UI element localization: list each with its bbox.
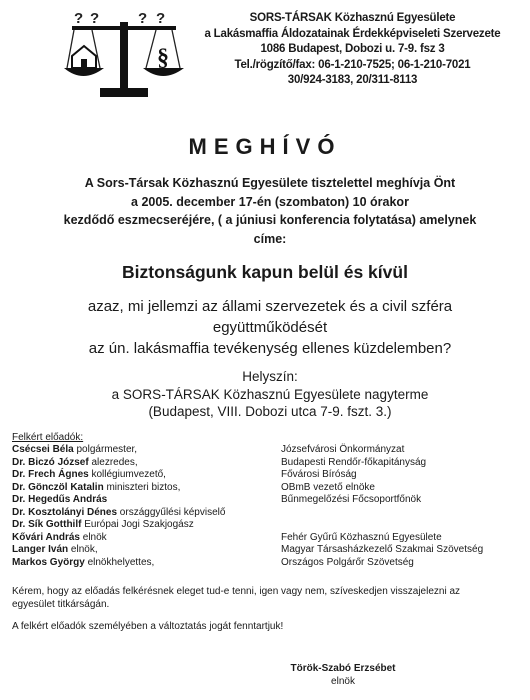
speaker-row xyxy=(12,519,522,532)
speaker-role: országgyűlési képviselő xyxy=(117,506,226,518)
venue-name: a SORS-TÁRSAK Közhasznú Egyesülete nagyterme xyxy=(111,386,429,402)
speaker-organization: Országos Polgárőr Szövetség xyxy=(281,556,414,568)
logo-mark-2: ? xyxy=(90,10,100,27)
speaker-row xyxy=(12,444,522,457)
speaker-name: Langer Iván xyxy=(12,544,69,555)
speaker-organization: Bűnmegelőzési Főcsoportfőnök xyxy=(281,494,422,505)
change-notice: A felkért előadók személyében a változtatás jogát fenntartjuk! xyxy=(12,621,284,632)
rsvp-line-2: egyesület titkárságán. xyxy=(12,598,110,610)
rsvp-line-1: Kérem, hogy az előadás felkérésnek eleget tud-e tenni, igen vagy nem, szíveskedjen visszajelezni az xyxy=(12,586,461,597)
speaker-role: elnök, xyxy=(68,544,98,555)
speaker-row xyxy=(12,494,522,507)
logo-mark-3: ? xyxy=(138,10,148,27)
speaker-name: Dr. Sík Gotthilf xyxy=(12,519,82,530)
org-name: SORS-TÁRSAK Közhasznú Egyesülete xyxy=(249,12,456,24)
intro-paragraph xyxy=(30,174,510,248)
speakers-list xyxy=(12,444,522,569)
speakers-heading: Felkért előadók: xyxy=(12,432,84,443)
speaker-role: polgármester, xyxy=(73,444,138,455)
speaker-role: Európai Jogi Szakjogász xyxy=(81,519,194,530)
rsvp-request xyxy=(12,586,522,611)
intro-line-1: A Sors-Társak Közhasznú Egyesülete tisztelettel meghívja Önt xyxy=(84,176,456,190)
venue-label: Helyszín: xyxy=(242,369,298,384)
speaker-organization xyxy=(281,507,522,520)
intro-line-3: kezdődő eszmecseréjére, ( a júniusi konferencia folytatása) amelynek xyxy=(63,213,477,227)
speaker-row xyxy=(12,469,522,482)
speaker-name: Dr. Frech Ágnes xyxy=(12,469,89,480)
venue-address: (Budapest, VIII. Dobozi utca 7-9. fszt. 3.) xyxy=(148,404,392,419)
speaker-row xyxy=(12,557,522,570)
speaker-role: miniszteri biztos, xyxy=(103,481,181,493)
event-subject: Biztonságunk kapun belül és kívül xyxy=(122,262,408,282)
speaker-role: elnökhelyettes, xyxy=(84,556,155,568)
speaker-organization: Magyar Társasházkezelő Szakmai Szövetség xyxy=(281,544,484,555)
speaker-name: Kővári András xyxy=(12,531,80,543)
intro-line-2: a 2005. december 17-én (szombaton) 10 órakor xyxy=(131,194,409,209)
speaker-name: Dr. Gönczöl Katalin xyxy=(12,481,104,493)
speaker-name: Dr. Hegedűs András xyxy=(12,494,108,505)
logo-mark-1: ? xyxy=(74,10,84,27)
speaker-role: elnök xyxy=(79,531,107,543)
speaker-organization: Fővárosi Bíróság xyxy=(281,469,357,480)
speaker-organization: Fehér Gyűrű Közhasznú Egyesülete xyxy=(281,531,442,543)
speaker-role: kollégiumvezető, xyxy=(88,469,166,480)
speaker-organization: Józsefvárosi Önkormányzat xyxy=(281,444,405,455)
speaker-name: Dr. Biczó József xyxy=(12,456,89,468)
speaker-row xyxy=(12,457,522,470)
intro-line-4: címe: xyxy=(253,231,287,246)
signatory-name: Török-Szabó Erzsébet xyxy=(290,663,396,674)
speaker-row xyxy=(12,532,522,545)
paragraph-mark: § xyxy=(157,45,169,71)
scales-logo-icon xyxy=(64,8,184,103)
signature-block xyxy=(268,662,418,688)
org-mobile: 30/924-3183, 20/311-8113 xyxy=(287,74,418,86)
document-title: MEGHÍVÓ xyxy=(188,134,342,159)
speaker-organization xyxy=(281,519,522,532)
speaker-row xyxy=(12,544,522,557)
question-line-3: az ún. lakásmaffia tevékenység ellenes küzdelemben? xyxy=(88,340,452,357)
org-subtitle: a Lakásmaffia Áldozatainak Érdekképviseleti Szervezete xyxy=(204,27,501,40)
org-phone: Tel./rögzítő/fax: 06-1-210-7525; 06-1-210-7021 xyxy=(234,58,471,71)
speaker-organization: OBmB vezető elnöke xyxy=(281,481,375,493)
logo-mark-4: ? xyxy=(156,10,166,27)
speaker-row xyxy=(12,507,522,520)
event-question xyxy=(30,296,510,359)
speaker-row xyxy=(12,482,522,495)
speaker-role: alezredes, xyxy=(88,456,138,468)
question-line-2: együttműködését xyxy=(212,319,328,336)
org-address: 1086 Budapest, Dobozi u. 7-9. fsz 3 xyxy=(260,43,445,55)
question-line-1: azaz, mi jellemzi az állami szervezetek és a civil szféra xyxy=(87,298,453,315)
signatory-title: elnök xyxy=(331,676,355,687)
speaker-name: Dr. Kosztolányi Dénes xyxy=(12,506,118,518)
organization-header xyxy=(190,11,515,89)
speaker-name: Markos György xyxy=(12,556,85,568)
speaker-name: Csécsei Béla xyxy=(12,444,74,455)
venue-block xyxy=(30,368,510,421)
speaker-organization: Budapesti Rendőr-főkapitányság xyxy=(281,456,427,468)
